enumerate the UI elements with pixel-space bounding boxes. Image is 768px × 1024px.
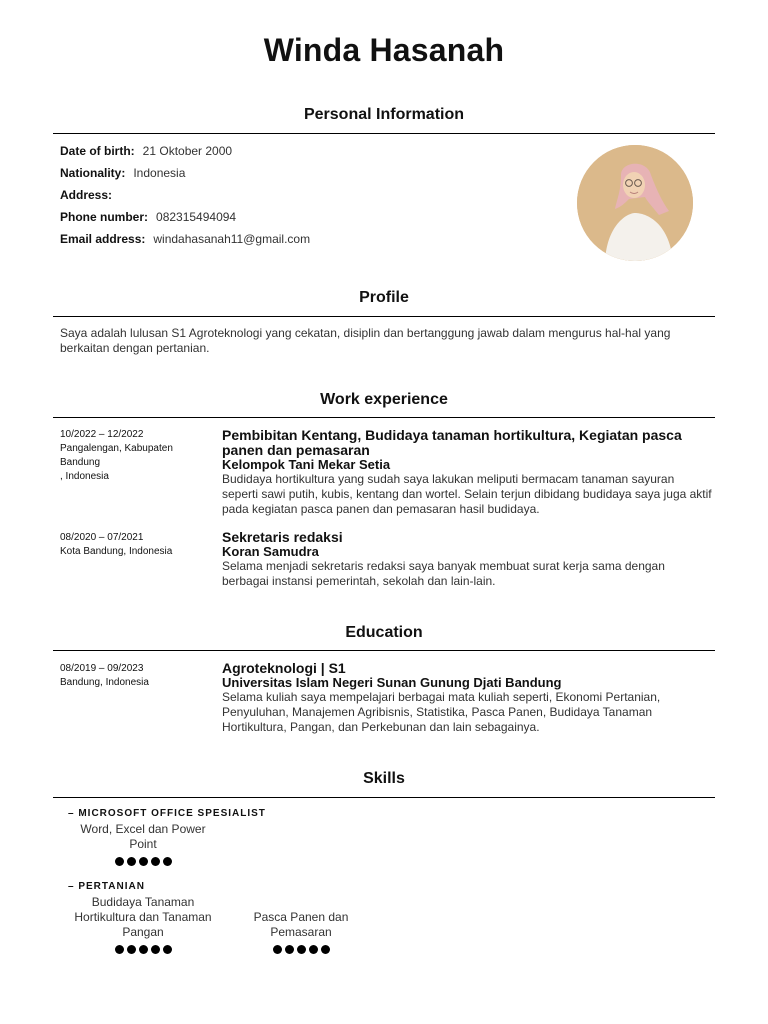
dob-row xyxy=(60,144,232,158)
work-location: , Indonesia xyxy=(60,471,109,482)
skill-category: – MICROSOFT OFFICE SPESIALIST xyxy=(68,808,266,819)
work-dates: 10/2022 – 12/2022 xyxy=(60,429,144,440)
education-location: Bandung, Indonesia xyxy=(60,677,149,688)
education-title: Agroteknologi | S1 xyxy=(222,660,346,676)
rating-dot xyxy=(321,945,330,954)
section-title-personal: Personal Information xyxy=(303,106,465,123)
work-description: Selama menjadi sekretaris redaksi saya banyak membuat surat kerja sama dengan berbagai instansi pemerintah, sekolah dan lain-lain. xyxy=(222,559,665,588)
phone-label: Phone number: xyxy=(60,210,149,224)
dob-value: 21 Oktober 2000 xyxy=(142,144,233,158)
skill-name: Pasca Panen dan Pemasaran xyxy=(253,910,349,939)
work-title: Pembibitan Kentang, Budidaya tanaman hortikultura, Kegiatan pasca panen dan pemasaran xyxy=(222,427,682,458)
work-location: Pangalengan, Kabupaten xyxy=(60,443,173,454)
phone-value: 082315494094 xyxy=(156,210,237,224)
education-institution: Universitas Islam Negeri Sunan Gunung Djati Bandung xyxy=(222,675,562,690)
education-meta xyxy=(60,662,210,690)
rating-dot xyxy=(163,857,172,866)
work-organization: Koran Samudra xyxy=(222,544,319,559)
work-organization: Kelompok Tani Mekar Setia xyxy=(222,457,391,472)
address-row xyxy=(60,188,120,202)
education-dates: 08/2019 – 09/2023 xyxy=(60,663,144,674)
nationality-value: Indonesia xyxy=(133,166,186,180)
work-location: Kota Bandung, Indonesia xyxy=(60,546,173,557)
work-meta-2 xyxy=(60,531,210,559)
skill-rating xyxy=(68,857,218,866)
skill-rating xyxy=(226,945,376,954)
rating-dot xyxy=(115,945,124,954)
section-divider xyxy=(53,797,715,798)
address-label: Address: xyxy=(60,188,113,202)
rating-dot xyxy=(297,945,306,954)
dob-label: Date of birth: xyxy=(60,144,135,158)
rating-dot xyxy=(151,945,160,954)
rating-dot xyxy=(127,945,136,954)
nationality-label: Nationality: xyxy=(60,166,126,180)
rating-dot xyxy=(151,857,160,866)
section-title-profile: Profile xyxy=(359,289,409,306)
section-title-skills: Skills xyxy=(363,770,405,787)
rating-dot xyxy=(285,945,294,954)
skill-name: Word, Excel dan Power Point xyxy=(80,822,206,851)
section-divider xyxy=(53,650,715,651)
rating-dot xyxy=(163,945,172,954)
rating-dot xyxy=(127,857,136,866)
work-description: Budidaya hortikultura yang sudah saya lakukan meliputi bermacam tanaman sayuran seperti sawi putih, kubis, kentang dan wortel. Selain terjun dibidang budidaya saya juga aktif pada kegiatan pasca panen dan pemasaran hasil budidaya. xyxy=(222,472,712,516)
resume-name: Winda Hasanah xyxy=(263,32,505,68)
email-value: windahasanah11@gmail.com xyxy=(153,232,311,246)
skill-name: Budidaya Tanaman Hortikultura dan Tanaman Pangan xyxy=(74,895,212,939)
skill-rating xyxy=(68,945,218,954)
work-dates: 08/2020 – 07/2021 xyxy=(60,532,144,543)
section-divider xyxy=(53,316,715,317)
profile-photo xyxy=(577,145,693,261)
rating-dot xyxy=(139,857,148,866)
email-row xyxy=(60,232,310,246)
rating-dot xyxy=(273,945,282,954)
rating-dot xyxy=(115,857,124,866)
nationality-row xyxy=(60,166,185,180)
profile-photo-image xyxy=(577,145,693,261)
work-title: Sekretaris redaksi xyxy=(222,529,343,545)
skill-category: – PERTANIAN xyxy=(68,881,145,892)
section-title-education: Education xyxy=(345,624,423,641)
section-title-work: Work experience xyxy=(320,391,448,408)
email-label: Email address: xyxy=(60,232,146,246)
rating-dot xyxy=(139,945,148,954)
profile-text: Saya adalah lulusan S1 Agroteknologi yang cekatan, disiplin dan bertanggung jawab dalam mengurus hal-hal yang berkaitan dengan pertanian. xyxy=(60,326,671,355)
section-divider xyxy=(53,133,715,134)
rating-dot xyxy=(309,945,318,954)
education-description: Selama kuliah saya mempelajari berbagai mata kuliah seperti, Ekonomi Pertanian, Penyuluhan, Manajemen Agribisnis, Statistika, Pasca Panen, Budidaya Tanaman Hortikultura, Pangan, dan Perkebunan dan lain sebagainya. xyxy=(222,690,661,734)
section-divider xyxy=(53,417,715,418)
phone-row xyxy=(60,210,236,224)
work-meta-1 xyxy=(60,428,210,484)
work-location: Bandung xyxy=(60,457,101,468)
